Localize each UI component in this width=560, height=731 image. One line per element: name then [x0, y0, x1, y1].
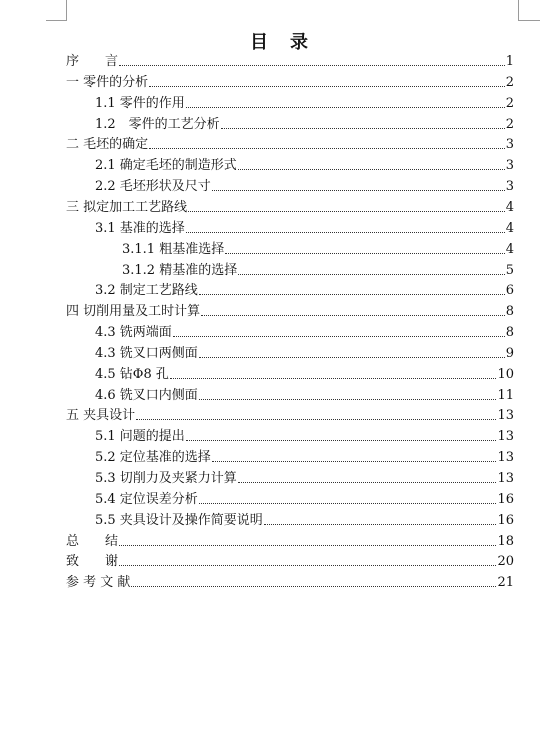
toc-dot-leader	[119, 545, 496, 546]
toc-entry[interactable]	[66, 50, 514, 70]
toc-entry-page-number: 1	[505, 54, 514, 69]
toc-dot-leader	[188, 211, 505, 212]
toc-entry[interactable]	[66, 71, 514, 91]
toc-entry[interactable]	[95, 113, 514, 133]
toc-entry[interactable]	[95, 467, 514, 487]
toc-dot-leader	[149, 148, 505, 149]
toc-entry[interactable]	[95, 425, 514, 445]
toc-dot-leader	[186, 232, 505, 233]
toc-dot-leader	[199, 399, 497, 400]
toc-entry[interactable]	[66, 550, 514, 570]
toc-entry[interactable]	[95, 509, 514, 529]
toc-entry[interactable]	[95, 384, 514, 404]
toc-entry-label: 1.1 零件的作用	[95, 95, 185, 111]
toc-entry-page-number: 9	[505, 345, 514, 361]
toc-dot-leader	[119, 565, 496, 566]
toc-entry-page-number: 18	[497, 533, 514, 549]
toc-title: 目 录	[250, 32, 310, 53]
toc-entry-page-number: 5	[505, 262, 514, 278]
toc-entry-label: 1.2 零件的工艺分析	[95, 116, 220, 132]
toc-entry[interactable]	[95, 154, 514, 174]
toc-entry-page-number: 2	[505, 116, 514, 132]
toc-entry-page-number: 16	[497, 512, 514, 528]
toc-dot-leader	[199, 294, 505, 295]
toc-entry[interactable]	[66, 196, 514, 216]
toc-entry[interactable]	[66, 404, 514, 424]
toc-entry-label: 5.2 定位基准的选择	[95, 450, 211, 466]
toc-entry-label: 一 零件的分析	[66, 74, 149, 90]
toc-dot-leader	[149, 86, 505, 87]
toc-entry-label: 2.2 毛坯形状及尺寸	[95, 179, 211, 195]
toc-entry-label: 2.1 确定毛坯的制造形式	[95, 158, 237, 174]
toc-entry[interactable]	[95, 488, 514, 508]
toc-entry-page-number: 20	[497, 554, 514, 570]
toc-entry-page-number: 4	[505, 241, 514, 257]
toc-entry-page-number: 10	[497, 366, 514, 382]
page-corner-mark-top-right	[518, 20, 540, 21]
toc-entry[interactable]	[95, 446, 514, 466]
toc-dot-leader	[201, 315, 505, 316]
toc-entry[interactable]	[95, 92, 514, 112]
toc-entry-page-number: 13	[497, 408, 514, 424]
toc-entry[interactable]	[122, 238, 514, 258]
toc-entry-page-number: 3	[505, 158, 514, 174]
toc-entry[interactable]	[66, 571, 514, 591]
toc-entry-page-number: 6	[505, 283, 514, 299]
toc-dot-leader	[199, 503, 497, 504]
toc-entry-label: 3.2 制定工艺路线	[95, 283, 198, 299]
toc-entry-label: 5.1 问题的提出	[95, 429, 185, 445]
toc-dot-leader	[173, 336, 505, 337]
toc-entry-label: 四 切削用量及工时计算	[66, 304, 201, 320]
toc-dot-leader	[221, 128, 505, 129]
toc-entry-label: 3.1.2 精基准的选择	[122, 262, 238, 278]
toc-entry-label: 5.3 切削力及夹紧力计算	[95, 471, 237, 486]
toc-entry[interactable]	[95, 279, 514, 299]
toc-entry-label: 致 谢	[66, 554, 119, 570]
toc-entry-label: 5.5 夹具设计及操作简要说明	[95, 512, 263, 528]
toc-entry-label: 参 考 文 献	[66, 575, 131, 591]
toc-dot-leader	[212, 190, 505, 191]
toc-dot-leader	[119, 65, 505, 66]
toc-entry-label: 4.3 铣两端面	[95, 325, 172, 341]
toc-entry-page-number: 8	[505, 325, 514, 341]
toc-entry[interactable]	[95, 363, 514, 383]
toc-entry-label: 5.4 定位误差分析	[95, 491, 198, 507]
toc-entry-page-number: 2	[505, 74, 514, 90]
toc-entry-page-number: 3	[505, 137, 514, 153]
toc-dot-leader	[131, 586, 496, 587]
toc-entry-page-number: 13	[497, 450, 514, 466]
toc-dot-leader	[238, 274, 505, 275]
toc-entry[interactable]	[66, 133, 514, 153]
toc-entry-label: 五 夹具设计	[66, 408, 136, 424]
toc-dot-leader	[212, 461, 497, 462]
toc-entry-page-number: 13	[497, 471, 514, 486]
toc-entry-page-number: 3	[505, 179, 514, 195]
toc-entry-label: 3.1.1 粗基准选择	[122, 241, 225, 257]
toc-dot-leader	[199, 357, 505, 358]
toc-entry-label: 4.5 钻Φ8 孔	[95, 366, 169, 382]
toc-entry-label: 总 结	[66, 533, 119, 549]
toc-entry-page-number: 2	[505, 95, 514, 111]
toc-dot-leader	[264, 524, 497, 525]
toc-dot-leader	[186, 440, 497, 441]
toc-entry[interactable]	[95, 217, 514, 237]
toc-dot-leader	[238, 169, 505, 170]
toc-dot-leader	[238, 482, 497, 483]
toc-entry-page-number: 8	[505, 304, 514, 320]
toc-dot-leader	[186, 107, 505, 108]
page-corner-mark-top-left	[46, 20, 67, 21]
toc-entry[interactable]	[122, 259, 514, 279]
page-corner-mark-top-left	[66, 0, 67, 20]
toc-entry[interactable]	[95, 175, 514, 195]
toc-entry-page-number: 13	[497, 429, 514, 445]
toc-dot-leader	[225, 253, 505, 254]
toc-entry-label: 二 毛坯的确定	[66, 137, 149, 153]
toc-entry-label: 序 言	[66, 54, 119, 69]
toc-entry[interactable]	[95, 321, 514, 341]
toc-entry-page-number: 4	[505, 220, 514, 236]
toc-entry[interactable]	[95, 342, 514, 362]
page-corner-mark-top-right	[518, 0, 519, 20]
toc-dot-leader	[170, 378, 497, 379]
toc-entry[interactable]	[66, 300, 514, 320]
toc-entry-page-number: 11	[497, 387, 514, 403]
toc-entry-page-number: 21	[497, 575, 514, 591]
toc-entry-label: 3.1 基准的选择	[95, 220, 185, 236]
toc-entry-label: 4.3 铣叉口两侧面	[95, 345, 198, 361]
toc-entry[interactable]	[66, 530, 514, 550]
toc-entry-page-number: 4	[505, 199, 514, 215]
toc-entry-label: 三 拟定加工工艺路线	[66, 199, 188, 215]
toc-entry-page-number: 16	[497, 491, 514, 507]
toc-dot-leader	[136, 419, 496, 420]
toc-entry-label: 4.6 铣叉口内侧面	[95, 387, 198, 403]
